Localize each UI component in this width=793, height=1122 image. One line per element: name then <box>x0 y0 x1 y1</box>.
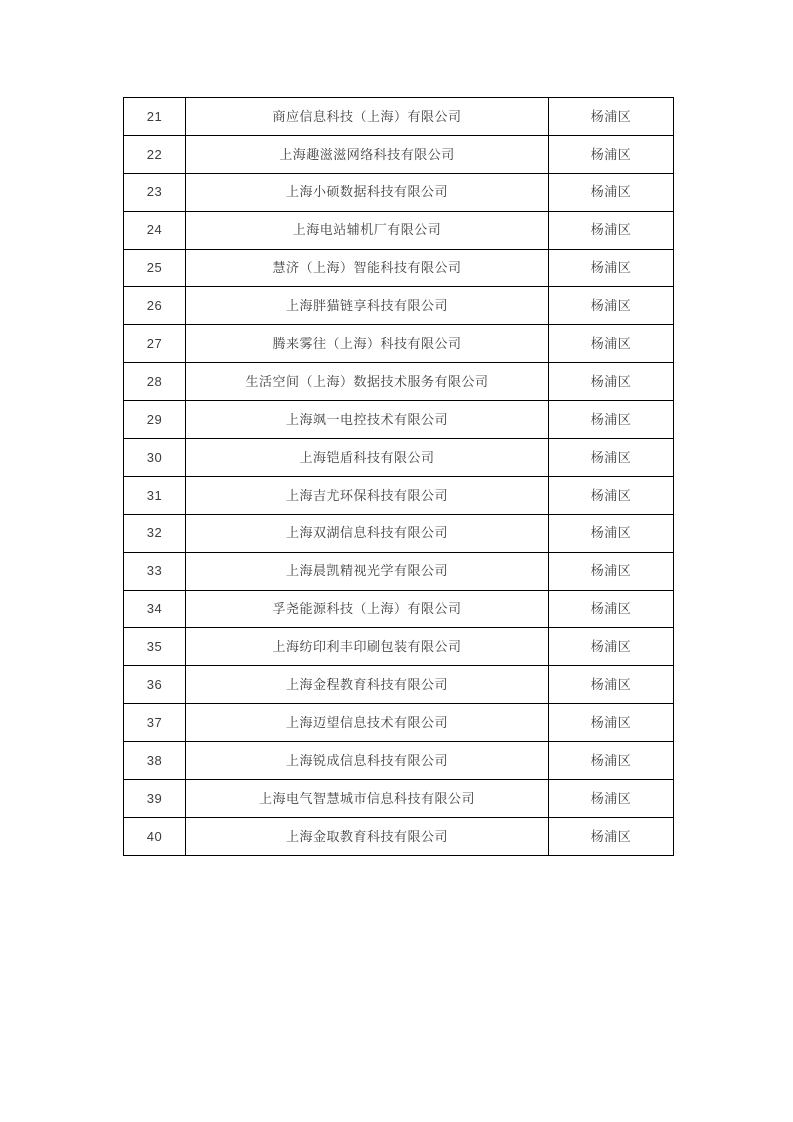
table-body <box>124 98 674 856</box>
row-number-cell: 37 <box>124 704 186 742</box>
company-name-cell: 上海纺印利丰印刷包装有限公司 <box>186 628 549 666</box>
company-name-cell: 慧济（上海）智能科技有限公司 <box>186 249 549 287</box>
district-cell: 杨浦区 <box>549 325 674 363</box>
company-name-cell: 生活空间（上海）数据技术服务有限公司 <box>186 363 549 401</box>
table-row <box>124 742 674 780</box>
table-row <box>124 476 674 514</box>
row-number-cell: 28 <box>124 363 186 401</box>
district-cell: 杨浦区 <box>549 704 674 742</box>
district-cell: 杨浦区 <box>549 249 674 287</box>
district-cell: 杨浦区 <box>549 135 674 173</box>
row-number-cell: 32 <box>124 514 186 552</box>
district-cell: 杨浦区 <box>549 742 674 780</box>
company-name-cell: 上海小硕数据科技有限公司 <box>186 173 549 211</box>
company-name-cell: 上海锐成信息科技有限公司 <box>186 742 549 780</box>
table-row <box>124 590 674 628</box>
table-row <box>124 135 674 173</box>
district-cell: 杨浦区 <box>549 590 674 628</box>
row-number-cell: 38 <box>124 742 186 780</box>
row-number-cell: 31 <box>124 476 186 514</box>
district-cell: 杨浦区 <box>549 98 674 136</box>
row-number-cell: 36 <box>124 666 186 704</box>
company-name-cell: 上海电气智慧城市信息科技有限公司 <box>186 780 549 818</box>
district-cell: 杨浦区 <box>549 211 674 249</box>
table-row <box>124 514 674 552</box>
company-name-cell: 商应信息科技（上海）有限公司 <box>186 98 549 136</box>
table-row <box>124 780 674 818</box>
company-name-cell: 上海电站辅机厂有限公司 <box>186 211 549 249</box>
district-cell: 杨浦区 <box>549 628 674 666</box>
district-cell: 杨浦区 <box>549 439 674 477</box>
company-name-cell: 上海飒一电控技术有限公司 <box>186 401 549 439</box>
row-number-cell: 30 <box>124 439 186 477</box>
company-name-cell: 孚尧能源科技（上海）有限公司 <box>186 590 549 628</box>
company-name-cell: 上海金取教育科技有限公司 <box>186 817 549 855</box>
row-number-cell: 23 <box>124 173 186 211</box>
row-number-cell: 29 <box>124 401 186 439</box>
company-name-cell: 上海铠盾科技有限公司 <box>186 439 549 477</box>
table-row <box>124 98 674 136</box>
table-row <box>124 363 674 401</box>
company-table <box>123 97 674 856</box>
table-row <box>124 173 674 211</box>
district-cell: 杨浦区 <box>549 363 674 401</box>
row-number-cell: 40 <box>124 817 186 855</box>
district-cell: 杨浦区 <box>549 476 674 514</box>
table-row <box>124 249 674 287</box>
table-row <box>124 666 674 704</box>
district-cell: 杨浦区 <box>549 401 674 439</box>
company-name-cell: 上海双湖信息科技有限公司 <box>186 514 549 552</box>
table-row <box>124 552 674 590</box>
table-row <box>124 628 674 666</box>
district-cell: 杨浦区 <box>549 552 674 590</box>
table-row <box>124 817 674 855</box>
table-row <box>124 287 674 325</box>
row-number-cell: 39 <box>124 780 186 818</box>
row-number-cell: 27 <box>124 325 186 363</box>
district-cell: 杨浦区 <box>549 780 674 818</box>
company-name-cell: 上海金程教育科技有限公司 <box>186 666 549 704</box>
row-number-cell: 26 <box>124 287 186 325</box>
table-row <box>124 211 674 249</box>
row-number-cell: 33 <box>124 552 186 590</box>
company-name-cell: 腾来雾往（上海）科技有限公司 <box>186 325 549 363</box>
table-row <box>124 401 674 439</box>
row-number-cell: 24 <box>124 211 186 249</box>
table-row <box>124 325 674 363</box>
district-cell: 杨浦区 <box>549 666 674 704</box>
company-name-cell: 上海晨凯精视光学有限公司 <box>186 552 549 590</box>
district-cell: 杨浦区 <box>549 173 674 211</box>
district-cell: 杨浦区 <box>549 514 674 552</box>
district-cell: 杨浦区 <box>549 287 674 325</box>
row-number-cell: 21 <box>124 98 186 136</box>
table-row <box>124 704 674 742</box>
table-row <box>124 439 674 477</box>
company-name-cell: 上海胖猫链享科技有限公司 <box>186 287 549 325</box>
company-name-cell: 上海趣滋滋网络科技有限公司 <box>186 135 549 173</box>
company-name-cell: 上海吉尤环保科技有限公司 <box>186 476 549 514</box>
district-cell: 杨浦区 <box>549 817 674 855</box>
row-number-cell: 25 <box>124 249 186 287</box>
row-number-cell: 35 <box>124 628 186 666</box>
row-number-cell: 22 <box>124 135 186 173</box>
company-name-cell: 上海迈望信息技术有限公司 <box>186 704 549 742</box>
row-number-cell: 34 <box>124 590 186 628</box>
